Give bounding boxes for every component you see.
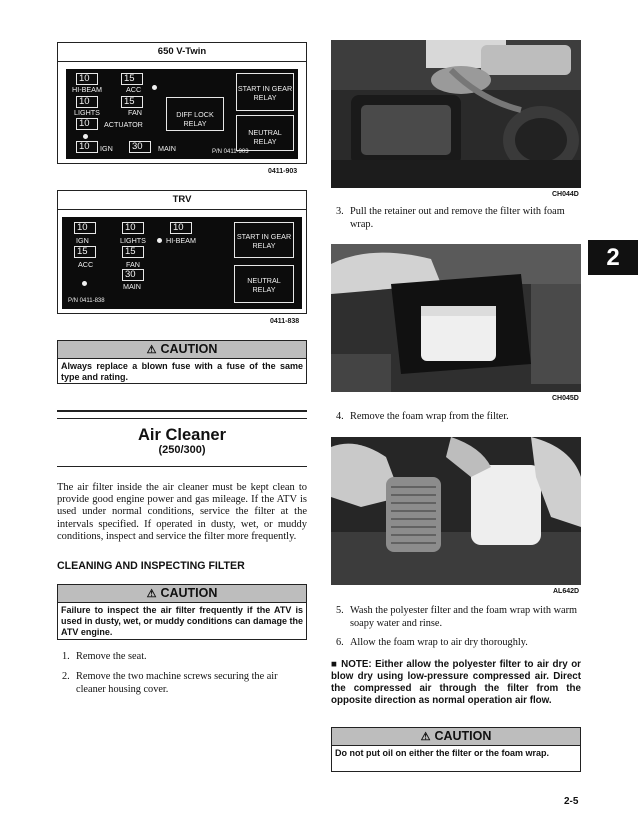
photo-filter-removal [331,244,581,392]
figure-code: CH044D [552,191,579,198]
fuse-value: 30 [132,141,143,152]
fuse-label: MAIN [123,282,141,291]
figure-code: 0411-838 [270,318,300,325]
start-in-gear-relay [234,222,294,258]
section-title: Air Cleaner [137,426,227,444]
fuse-value: 15 [125,246,136,257]
fuse-panel-650-figure [57,42,307,164]
fuse-value: 15 [77,246,88,257]
fuse-panel-trv-figure [57,190,307,314]
caution-box-fuse [57,340,307,384]
step-text: Pull the retainer out and remove the filter with foam wrap. [350,206,565,230]
caution-text: Do not put oil on either the filter or the foam wrap. [335,748,550,758]
step-text: Wash the polyester filter and the foam wrap with warm soapy water and rinse. [350,605,578,629]
caution-label: CAUTION [160,586,218,600]
step-text: Allow the foam wrap to air dry thoroughly. [350,637,528,648]
fuse-label: HI-BEAM [166,236,196,245]
relay-label: RELAY [252,285,276,294]
fuse-value: 10 [173,222,184,233]
fuse-label: ACC [126,85,142,94]
chapter-tab [588,240,638,275]
photo-air-cleaner-housing [331,40,581,188]
step-text: Remove the foam wrap from the filter. [350,411,509,422]
fuse-value: 30 [125,269,136,280]
caution-text: Always replace a blown fuse with a fuse of the same type and rating. [61,361,303,382]
warning-triangle-icon: ⚠ [146,588,157,600]
relay-label: RELAY [183,119,207,128]
page-number: 2-5 [564,796,579,807]
section-subtitle: (250/300) [158,444,206,456]
step-6 [336,637,581,650]
neutral-relay [234,265,294,303]
caution-box-oil [331,727,581,772]
step-number: 4. [336,411,344,422]
figure-code: 0411-903 [268,168,298,175]
chapter-number: 2 [606,244,620,271]
caution-header [332,728,580,746]
step-number: 5. [336,605,344,616]
fuse-label: MAIN [158,144,176,153]
diff-lock-relay [166,97,224,131]
photo-foam-wrap [331,437,581,585]
fuse-label: ACC [78,260,94,269]
panel-part-number: P/N 0411-903 [212,149,249,155]
step-text: Remove the two machine screws securing the air cleaner housing cover. [76,671,278,695]
fuse-label: IGN [76,236,89,245]
neutral-relay [236,115,294,151]
caution-label: CAUTION [160,342,218,356]
warning-triangle-icon: ⚠ [146,344,157,356]
step-number: 6. [336,637,344,648]
caution-header [58,585,306,603]
section-rule-top [57,410,307,419]
fuse-value: 10 [79,73,90,84]
step-2 [62,671,307,696]
panel-dot [157,238,162,243]
fuse-panel-trv-image [62,217,302,309]
caution-box-inspect [57,584,307,640]
relay-label: RELAY [253,93,277,102]
intro-paragraph: The air filter inside the air cleaner must be kept clean to provide good engine power and gas mileage. If the ATV is used under normal conditions, service the filter at the intervals specified. If operated in dusty, wet, or muddy conditions, inspect and service the filter more frequently. [57,482,307,542]
fuse-label: LIGHTS [120,236,146,245]
note-text: Either allow the polyester filter to air dry or blow dry using low-pressure compressed air. Direct the compressed air through the filter from the opposite direction as normal operation air flow. [331,659,581,706]
fuse-panel-trv-title: TRV [58,191,306,210]
step-5 [336,605,581,630]
step-1 [62,651,307,664]
note-square-icon: ■ [331,659,338,670]
step-number: 3. [336,206,344,217]
fuse-panel-650-image [66,69,298,159]
step-number: 1. [62,651,70,662]
fuse-label: LIGHTS [74,108,100,117]
panel-dot [83,134,88,139]
fuse-value: 10 [79,118,90,129]
warning-triangle-icon: ⚠ [420,731,431,743]
start-in-gear-relay [236,73,294,111]
fuse-value: 15 [124,96,135,107]
relay-label: DIFF LOCK [176,110,214,119]
fuse-label: HI-BEAM [72,85,102,94]
fuse-value: 10 [79,141,90,152]
relay-label: START IN GEAR [236,232,292,241]
fuse-value: 10 [79,96,90,107]
figure-code: AL642D [553,588,580,595]
panel-part-number: P/N 0411-838 [68,298,105,304]
figure-code: CH045D [552,395,579,402]
fuse-label: IGN [100,144,113,153]
relay-label: RELAY [252,241,276,250]
step-text: Remove the seat. [76,651,147,662]
caution-text: Failure to inspect the air filter frequently if the ATV is used in dusty, wet, or muddy conditions can damage the ATV engine. [61,605,303,637]
step-number: 2. [62,671,70,682]
relay-label: NEUTRAL [248,128,282,137]
caution-header [58,341,306,359]
panel-dot [82,281,87,286]
fuse-panel-650-title: 650 V-Twin [58,43,306,62]
relay-label: NEUTRAL [247,276,281,285]
fuse-label: ACTUATOR [104,120,143,129]
note-paragraph [331,659,581,707]
fuse-label: FAN [126,260,140,269]
fuse-label: FAN [128,108,142,117]
step-3 [336,206,581,231]
fuse-value: 15 [124,73,135,84]
relay-label: RELAY [253,137,277,146]
note-label: NOTE: [341,659,372,670]
fuse-value: 10 [77,222,88,233]
section-rule-bottom [57,466,307,467]
relay-label: START IN GEAR [237,84,293,93]
panel-dot [152,85,157,90]
step-4 [336,411,581,424]
fuse-value: 10 [125,222,136,233]
subheading: CLEANING AND INSPECTING FILTER [57,560,245,572]
caution-label: CAUTION [434,729,492,743]
